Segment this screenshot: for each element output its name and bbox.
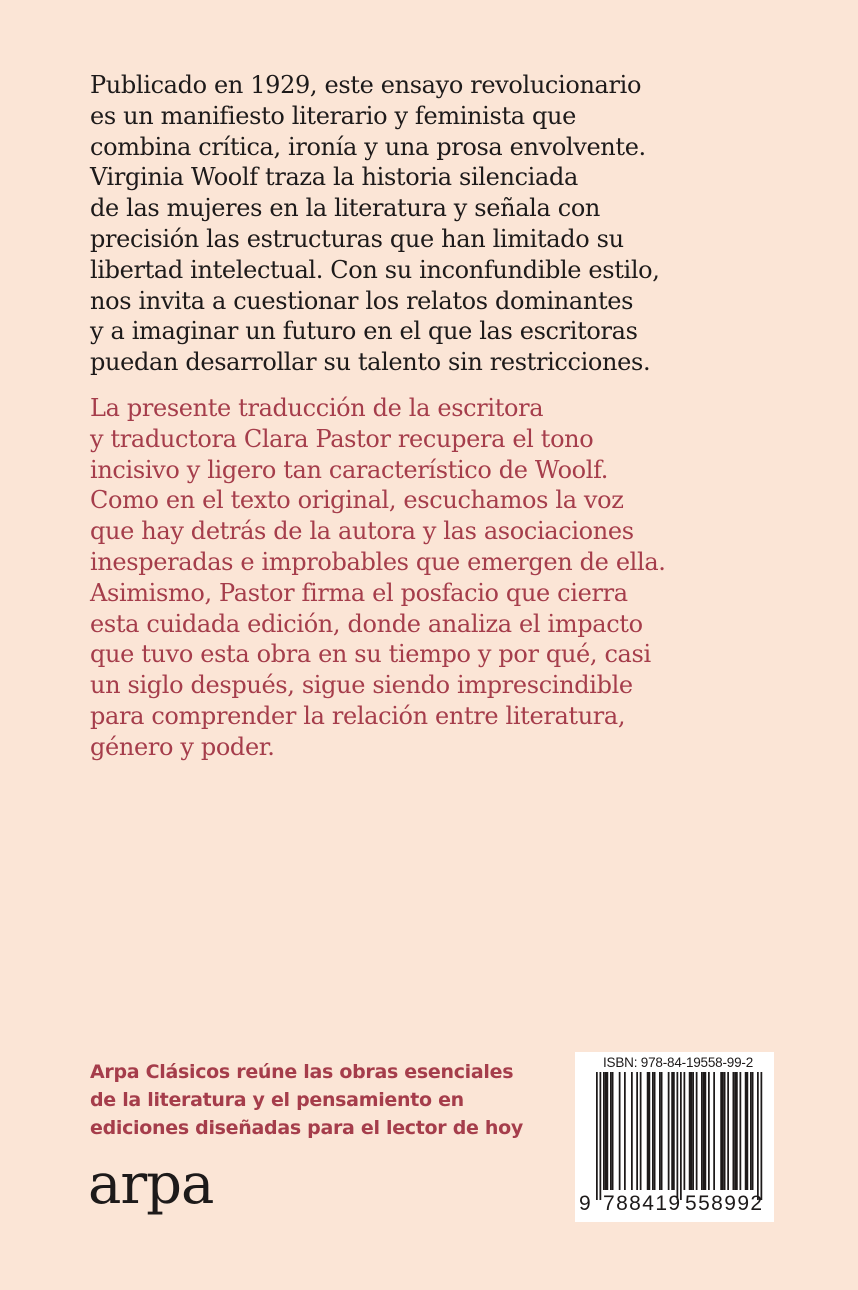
barcode-bar <box>705 1072 707 1190</box>
barcode-bar <box>708 1072 710 1190</box>
barcode-bar <box>619 1072 621 1190</box>
intro-line: nos invita a cuestionar los relatos dominantes <box>90 286 634 315</box>
barcode-bar <box>649 1072 651 1190</box>
barcode-bar <box>654 1072 656 1190</box>
barcode-bar <box>607 1072 609 1190</box>
barcode-bar <box>673 1072 675 1190</box>
barcode-guard-bar <box>677 1072 679 1200</box>
barcode-bar <box>750 1072 752 1190</box>
intro-line: combina crítica, ironía y una prosa envolvente. <box>90 132 646 161</box>
intro-paragraph <box>90 70 770 378</box>
translation-line: esta cuidada edición, donde analiza el impacto <box>90 609 643 638</box>
barcode-bar <box>659 1072 661 1190</box>
barcode-bar <box>612 1072 614 1190</box>
barcode-bar <box>696 1072 698 1190</box>
barcode-bar <box>661 1072 663 1190</box>
barcode-bar <box>640 1072 642 1190</box>
barcode-bar <box>647 1072 649 1190</box>
translation-line: y traductora Clara Pastor recupera el tono <box>90 424 594 453</box>
collection-blurb <box>90 1058 560 1142</box>
translation-line: Asimismo, Pastor firma el posfacio que cierra <box>90 578 628 607</box>
intro-line: Virginia Woolf traza la historia silenciada <box>90 163 578 192</box>
translation-paragraph <box>90 393 770 763</box>
barcode-guard-bar <box>600 1072 602 1200</box>
publisher-logo: arpa <box>88 1152 214 1217</box>
barcode-bar <box>684 1072 686 1190</box>
barcode-guard-bar <box>757 1072 759 1200</box>
translation-line: que tuvo esta obra en su tiempo y por qué, casi <box>90 640 651 669</box>
barcode-bar <box>747 1072 749 1190</box>
barcode-bar <box>603 1072 605 1190</box>
barcode-guard-bar <box>761 1072 763 1200</box>
barcode-panel <box>575 1052 774 1222</box>
barcode-bar <box>724 1072 726 1190</box>
barcode-bar <box>736 1072 738 1190</box>
barcode-bar <box>701 1072 703 1190</box>
ean-first-digit: 9 <box>579 1192 591 1215</box>
isbn-label: ISBN: 978-84-19558-99-2 <box>603 1055 753 1070</box>
barcode-bar <box>733 1072 735 1190</box>
translation-line: para comprender la relación entre literatura, <box>90 701 626 730</box>
intro-line: Publicado en 1929, este ensayo revolucionario <box>90 71 642 99</box>
intro-line: puedan desarrollar su talento sin restricciones. <box>90 348 651 377</box>
collection-line: ediciones diseñadas para el lector de hoy <box>90 1117 523 1139</box>
barcode-bar <box>734 1072 736 1190</box>
collection-line: de la literatura y el pensamiento en <box>90 1089 464 1111</box>
intro-line: es un manifiesto literario y feminista que <box>90 101 576 130</box>
ean-right-digits: 558992 <box>685 1192 764 1215</box>
translation-line: incisivo y ligero tan característico de Woolf. <box>90 455 609 484</box>
translation-line: La presente traducción de la escritora <box>90 394 544 422</box>
intro-line: libertad intelectual. Con su inconfundible estilo, <box>90 255 660 284</box>
barcode-bar <box>752 1072 754 1190</box>
barcode-bar <box>740 1072 742 1190</box>
translation-line: un siglo después, sigue siendo imprescindible <box>90 671 633 700</box>
barcode-bar <box>668 1072 670 1190</box>
translation-line: género y poder. <box>90 732 275 761</box>
translation-line: inesperadas e improbables que emergen de ella. <box>90 547 666 576</box>
barcode-bar <box>631 1072 633 1190</box>
barcode-bar <box>703 1072 705 1190</box>
ean-left-digits: 788419 <box>603 1192 682 1215</box>
barcode-bar <box>636 1072 638 1190</box>
barcode-bar <box>727 1072 729 1190</box>
translation-line: Como en el texto original, escuchamos la voz <box>90 486 624 515</box>
barcode-bar <box>605 1072 607 1190</box>
barcode-bar <box>624 1072 626 1190</box>
barcode-bar <box>689 1072 691 1190</box>
barcode-bar <box>713 1072 715 1190</box>
barcode-bar <box>671 1072 673 1190</box>
collection-line: Arpa Clásicos reúne las obras esenciales <box>90 1061 514 1083</box>
barcode-bar <box>745 1072 747 1190</box>
barcode-bar <box>692 1072 694 1190</box>
barcode-guard-bar <box>596 1072 598 1200</box>
intro-line: y a imaginar un futuro en el que las escritoras <box>90 317 638 346</box>
barcode-bar <box>652 1072 654 1190</box>
intro-line: precisión las estructuras que han limitado su <box>90 224 624 253</box>
barcode-bar <box>610 1072 612 1190</box>
intro-line: de las mujeres en la literatura y señala con <box>90 194 601 223</box>
translation-line: que hay detrás de la autora y las asociaciones <box>90 517 634 546</box>
barcode-bar <box>720 1072 722 1190</box>
barcode-bar <box>691 1072 693 1190</box>
barcode-bar <box>722 1072 724 1190</box>
barcode-guard-bar <box>680 1072 682 1200</box>
